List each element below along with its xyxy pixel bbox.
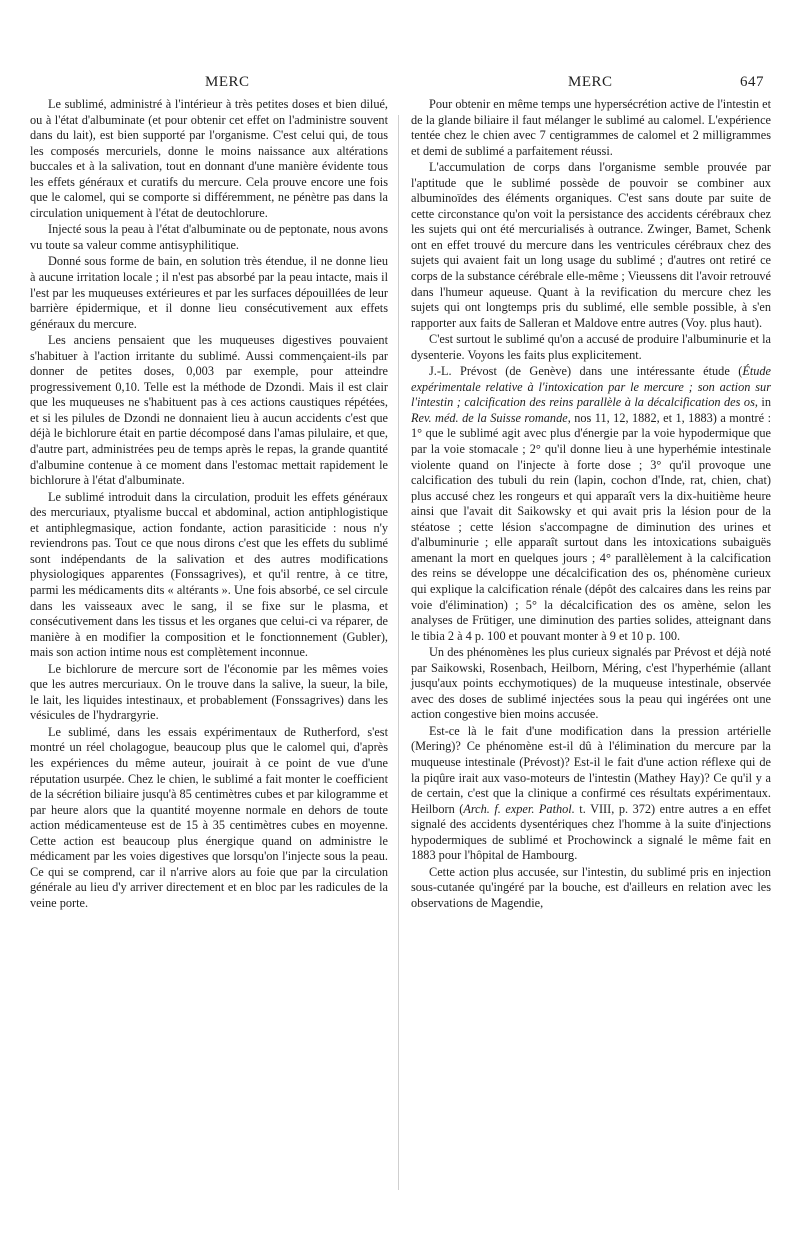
running-head-left: MERC bbox=[205, 74, 250, 90]
paragraph: C'est surtout le sublimé qu'on a accusé de produire l'albuminurie et la dysenterie. Voyons les faits plus explicitement. bbox=[411, 332, 771, 362]
left-column bbox=[30, 97, 388, 911]
running-head-right: MERC bbox=[568, 74, 613, 90]
text-run: , nos 11, 12, 1882, et 1, 1883) a montré : 1° que le sublimé agit avec plus d'énergie par la voie hypodermique que par la voie stomacale ; 2° qu'il donne lieu à une hyperhémie intestinale violente quand on l'injecte à forte dose ; 3° qu'il provoque une calcification des tubuli du rein (lapin, cochon d'Inde, rat, chien, chat) plus accusé chez les rongeurs et qui apparaît vers la dix-huitième heure ainsi que l'avait dit Saikowsky et qui avait pris la lésion pour de la stéatose ; cette lésion s'accompagne de diminution des urines et d'albuminurie ; elle apparaît surtout dans les intoxications subaiguës amenant la mort en quelques jours ; 4° parallèlement à la calcification des reins se développe une décalcification des os, phénomène curieux qui explique la calcification rénale (dépôt des calcaires dans les reins par voie d'élimination) ; 5° la décalcification des os amène, selon les analyses de Frütiger, une diminution des parties solides, atteignant dans le tibia 2 à 4 p. 100 et pouvant monter à 9 et 10 p. 100. bbox=[411, 410, 771, 643]
journal-name: Arch. f. exper. Pathol. bbox=[463, 801, 575, 816]
paragraph: Un des phénomènes les plus curieux signalés par Prévost et déjà noté par Saikowski, Rosenbach, Heilborn, Méring, c'est l'hyperhémie (allant jusqu'aux points ecchymotiques) de la muqueuse intestinale, observée avec des doses de sublimé injectées sous la peau qui ingérées ont une action congestive bien moins accusée. bbox=[411, 645, 771, 722]
paragraph: Injecté sous la peau à l'état d'albuminate ou de peptonate, nous avons vu toute sa valeur comme antisyphilitique. bbox=[30, 222, 388, 252]
paragraph: Le sublimé introduit dans la circulation, produit les effets généraux des mercuriaux, ptyalisme buccal et abdominal, action antiphlogistique et antiphlegmasique, action fondante, action parasiticide : nous n'y reviendrons pas. Tout ce que nous dirons c'est que les effets du sublimé sont indépendants de la salivation et des autres modifications physiologiques apparentes (Fonssagrives), et qu'il rentre, à ce titre, parmi les médicaments dits « altérants ». Une fois absorbé, ce sel circule dans les vaisseaux avec le sang, il se fixe sur le plasma, et consécutivement dans les tissus et les organes que celui-ci va réparer, de manière à en modifier la composition et le fonctionnement (Gubler), mais son action intime nous est complètement inconnue. bbox=[30, 489, 388, 660]
paragraph: Le bichlorure de mercure sort de l'économie par les mêmes voies que les autres mercuriaux. On le trouve dans la salive, la sueur, la bile, le lait, les liquides intestinaux, et probablement (Fonssagrives) dans les vésicules de l'hydrargyrie. bbox=[30, 661, 388, 723]
journal-name: Rev. méd. de la Suisse romande bbox=[411, 410, 568, 425]
paragraph: Pour obtenir en même temps une hypersécrétion active de l'intestin et de la glande biliaire il faut mélanger le sublimé au calomel. L'expérience tentée chez le chien avec 7 centigrammes de calomel et 2 milligrammes et demi de sublimé a parfaitement réussi. bbox=[411, 97, 771, 158]
paragraph: Le sublimé, dans les essais expérimentaux de Rutherford, s'est montré un réel cholagogue, beaucoup plus que le calomel qui, d'après les expériences du même auteur, jouirait à ce point de vue d'une réputation usurpée. Chez le chien, le sublimé a fait monter le coefficient de la sécrétion biliaire jusqu'à 85 centimètres cubes et par kilogramme et par heure alors que la quantité moyenne normale en dehors de toute action médicamenteuse est de 15 à 35 centimètres cubes en moyenne. Cette action est beaucoup plus énergique quand on administre le médicament par les voies digestives que lorsqu'on l'injecte sous la peau. Ce qui se comprend, car il n'arrive alors au foie que par la circulation générale au lieu d'y arriver directement et en bloc par les radicules de la veine porte. bbox=[30, 724, 388, 910]
text-run: t. VIII, p. 372) entre autres a en effet signalé des accidents dysentériques chez l'homme à la suite d'injections hypodermiques de sublimé et Prochowinck a signalé le même fait en 1883 pour l'hôpital de Hambourg. bbox=[411, 801, 771, 863]
page-number: 647 bbox=[740, 74, 764, 90]
paragraph: L'accumulation de corps dans l'organisme semble prouvée par l'aptitude que le sublimé possède de pouvoir se combiner aux albuminoïdes des éléments organiques. C'est sans doute par suite de cette circonstance qu'on voit la persistance des accidents cérébraux chez les sujets qui ont été mercurialisés à outrance. Zwinger, Bamet, Schenk ont en effet trouvé du mercure dans les ventricules cérébraux chez des sujets qui avaient fait un long usage du sublimé ; d'autres ont retiré ce corps de la substance cérébrale elle-même ; Vieussens dit l'avoir retrouvé dans l'humeur aqueuse. Quant à la revification du mercure chez les sujets qui ont longtemps pris du sublimé, elle semble possible, à s'en rapporter aux faits de Salleran et Maldove entre autres (Voy. plus haut). bbox=[411, 160, 771, 330]
cited-title: Étude expérimentale relative à l'intoxication par le mercure ; son action sur l'intestin ; calcification des reins parallèle à la décalcification des os bbox=[411, 364, 771, 410]
paragraph: Cette action plus accusée, sur l'intestin, du sublimé pris en injection sous-cutanée qu'ingéré par la bouche, est d'ailleurs en relation avec les observations de Magendie, bbox=[411, 864, 771, 910]
paragraph: Les anciens pensaient que les muqueuses digestives pouvaient s'habituer à l'action irritante du sublimé. Aussi commençaient-ils par donner de petites doses, 0,003 par exemple, pour atteindre progressivement 0,10. Telle est la méthode de Dzondi. Mais il est clair que les muqueuses ne s'habituent pas à ces actions caustiques répétées, et si les pilules de Dzondi ne donnaient lieu à aucun accidents c'est que déjà le bichlorure était en partie décomposé dans l'amas pilulaire, et que, d'autre part, administrées peu de temps après le repas, la grande quantité d'albumine contenue à ce moment dans l'estomac mettait rapidement le bichlorure à l'état d'albuminate. bbox=[30, 333, 388, 488]
paragraph-citation bbox=[411, 364, 771, 644]
text-run: J.-L. Prévost (de Genève) dans une intéressante étude ( bbox=[429, 364, 743, 379]
paragraph-citation bbox=[411, 724, 771, 864]
column-divider bbox=[398, 115, 399, 1190]
text-run: , in bbox=[754, 395, 771, 410]
paragraph: Le sublimé, administré à l'intérieur à très petites doses et bien dilué, ou à l'état d'albuminate (et pour obtenir cet effet on l'administre souvent dans du lait), est bien supporté par l'organisme. C'est celui qui, de tous les composés mercuriels, donne le moins naissance aux altérations buccales et à la salivation, tout en donnant d'une manière évidente tous les effets généraux et curatifs du mercure. Cela prouve encore une fois que le calomel, qui se comporte si différemment, ne pénètre pas dans la circulation uniquement à l'état de deutochlorure. bbox=[30, 97, 388, 220]
paragraph: Donné sous forme de bain, en solution très étendue, il ne donne lieu à aucune irritation locale ; il n'est pas absorbé par la peau intacte, mais il l'est par les muqueuses extérieures et par les surfaces dépouillées de leur barrière épidermique, et il donne lieu consécutivement aux effets généraux du mercure. bbox=[30, 254, 388, 331]
text-run: Est-ce là le fait d'une modification dans la pression artérielle (Mering)? Ce phénomène est-il dû à l'élimination du mercure par la muqueuse intestinale (Prévost)? Est-il le fait d'une action réflexe qui de la piqûre irait aux vaso-moteurs de l'intestin (Mathey Hay)? Ce qu'il y a de certain, c'est que la clinique a confirmé ces résultats expérimentaux. Heilborn ( bbox=[411, 723, 771, 816]
right-column bbox=[411, 97, 771, 911]
